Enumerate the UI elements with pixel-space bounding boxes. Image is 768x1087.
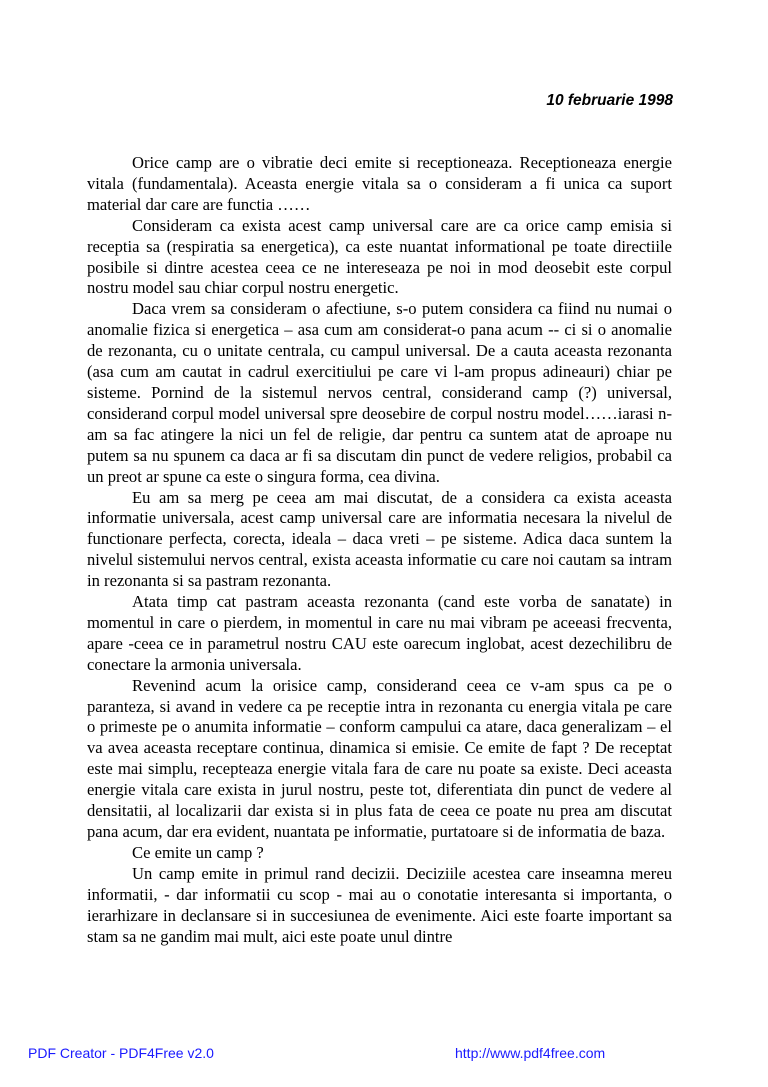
paragraph: Daca vrem sa consideram o afectiune, s-o putem considera ca fiind nu numai o anomalie fizica si energetica – asa cum am considerat-o pana acum -- ci si o anomalie de rezonanta, cu o unitate centrala, cu campul universal. De a cauta aceasta rezonanta (asa cum am cautat in cadrul exercitiului pe care vi l-am propus adineauri) chiar pe sisteme. Pornind de la sistemul nervos central, considerand camp (?) universal, considerand corpul model universal spre deosebire de corpul nostru model……iarasi n-am sa fac atingere la nici un fel de religie, dar pentru ca suntem atat de aproape nu putem sa nu spunem ca daca ar fi sa discutam din punct de vedere religios, probabil ca un preot ar spune ca este o singura forma, cea divina. bbox=[87, 299, 672, 486]
paragraph: Atata timp cat pastram aceasta rezonanta (cand este vorba de sanatate) in momentul in care o pierdem, in momentul in care nu mai vibram pe aceeasi frecventa, apare -ceea ce in parametrul nostru CAU este oarecum inglobat, acest dezechilibru de conectare la armonia universala. bbox=[87, 592, 672, 674]
pdf4free-link[interactable]: http://www.pdf4free.com bbox=[455, 1045, 606, 1061]
paragraph: Eu am sa merg pe ceea am mai discutat, de a considera ca exista aceasta informatie universala, acest camp universal care are informatia necesara la nivelul de functionare perfecta, corecta, ideala – daca vreti – pe sisteme. Adica daca suntem la nivelul sistemului nervos central, exista aceasta informatie cu care noi cautam sa intram in rezonanta si sa pastram rezonanta. bbox=[87, 487, 672, 591]
document-date: 10 februarie 1998 bbox=[546, 92, 673, 109]
document-body bbox=[87, 153, 672, 947]
paragraph: Un camp emite in primul rand decizii. Deciziile acestea care inseamna mereu informatii, - dar informatii cu scop - mai au o conotatie interesanta si importanta, o ierarhizare in declansare si in succesiunea de evenimente. Aici este foarte important sa stam sa ne gandim mai mult, aici este poate unul dintre bbox=[87, 863, 672, 946]
paragraph: Revenind acum la orisice camp, considerand ceea ce v-am spus ca pe o paranteza, si avand in vedere ca pe receptie intra in rezonanta cu energia vitala pe care o primeste pe o anumita informatie – conform campului ca atare, daca generalizam – el va avea aceasta receptare continua, dinamica si emisie. Ce emite de fapt ? De receptat este mai simplu, recepteaza energie vitala fara de care nu poate sa existe. Deci aceasta energie vitala care exista in jurul nostru, peste tot, diferentiata din punct de vedere al densitatii, al localizarii dar exista si in plus fata de ceea ce poate nu prea am discutat pana acum, dar era evident, nuantata pe informatie, purtatoare si de informatia de baza. bbox=[87, 675, 672, 841]
pdf-creator-watermark: PDF Creator - PDF4Free v2.0 bbox=[28, 1045, 214, 1061]
paragraph: Orice camp are o vibratie deci emite si receptioneaza. Receptioneaza energie vitala (fundamentala). Aceasta energie vitala sa o consideram a fi unica ca suport material dar care are functia …… bbox=[87, 153, 672, 214]
paragraph: Consideram ca exista acest camp universal care are ca orice camp emisia si receptia sa (respiratia sa energetica), ca este nuantat informational pe toate directiile posibile si dintre acestea ceea ce ne intereseaza pe noi in mod deosebit este corpul nostru model sau chiar corpul nostru energetic. bbox=[87, 215, 672, 298]
paragraph: Ce emite un camp ? bbox=[132, 842, 264, 862]
